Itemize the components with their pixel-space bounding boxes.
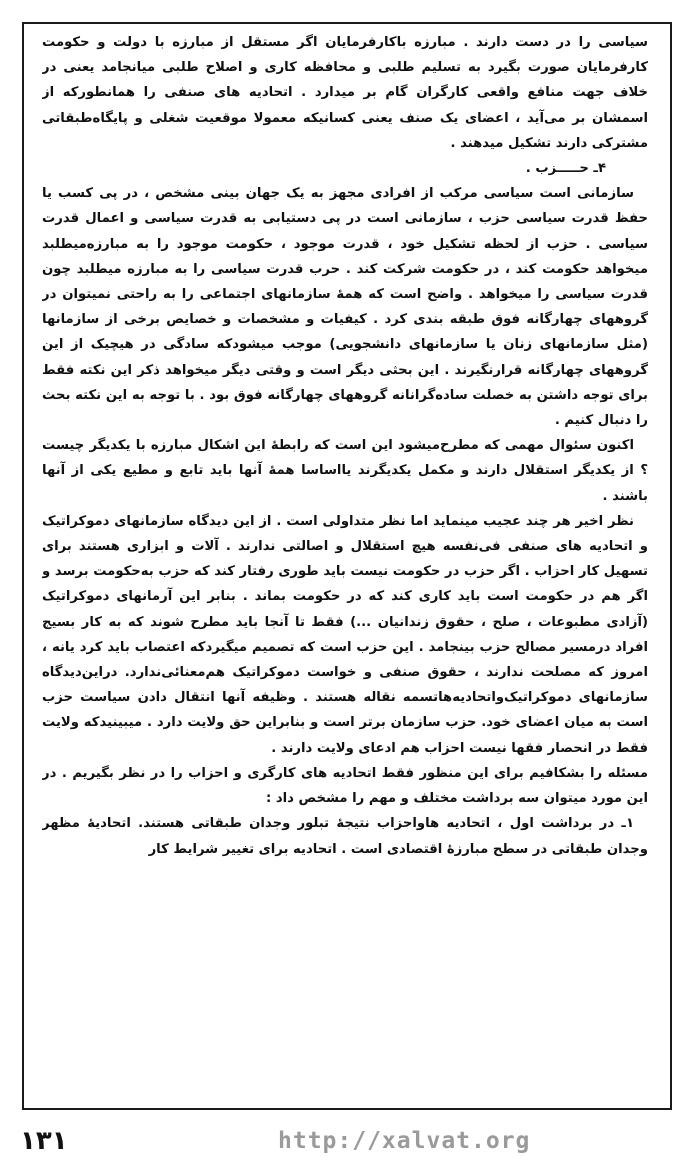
- section-heading-party: ۴ـ حـــــزب .: [525, 161, 606, 177]
- paragraph-issue: مسئله را بشکافیم برای این منظور فقط اتحادیه های کارگری و احزاب را در نظر بگیریم . در این مورد میتوان سه برداشت مختلف و مهم را مشخص داد :: [42, 765, 648, 807]
- paragraph-party-definition: سازمانی است سیاسی مرکب از افرادی مجهز به یک جهان بینی مشخص ، در پی کسب یا حفظ قدرت سیاسی حزب ، سازمانی است در پی دستیابی به قدرت سیاسی و اعمال قدرت سیاسی . حزب از لحظه تشکیل خود ، قدرت موجود ، حکومت موجود را به مبارزه‌میطلبد میخواهد حکومت کند ، در حکومت شرکت کند . حرب قدرت سیاسی را به مبارزه میطلبد چون قدرت سیاسی را میخواهد . واضح است که همهٔ سازمانهای اجتماعی را به راحتی نمیتوان در گروههای چهارگانه فوق طبقه بندی کرد . کیفیات و مشخصات و خصایص برخی از سازمانها (مثل سازمانهای زنان یا سازمانهای دانشجویی) موجب میشودکه سادگی در هیچیک از این گروههای چهارگانه قرارنگیرند . این بحثی دیگر است و وقتی دیگر میخواهد ذکر این نکته فقط برای توجه داشتن به خصلت ساده‌گرانانه گروههای چهارگانه فوق بود . با توجه به این نکته بحث را دنبال کنیم .: [42, 186, 648, 429]
- page-number: ۱۳۱: [20, 1126, 68, 1156]
- paragraph-recent-view: نظر اخیر هر چند عجیب مینماید اما نظر متداولی است . از این دیدگاه سازمانهای دموکراتیک و اتحادیه های صنفی فی‌نفسه هیچ استقلال و اصالتی ندارند . آلات و ابزاری هستند برای تسهیل کار احزاب . اگر حزب در حکومت نیست باید طوری رفتار کند که حزب به‌حکومت برسد و اگر هم در حکومت است باید کاری کند که در حکومت بماند . بنابر این آرمانهای دموکراتیک (آزادی مطبوعات ، صلح ، حقوق زندانیان ...) فقط تا آنجا باید مطرح شوند که به کار بسیج افراد درمسیر مصالح حزب بینجامد . این حزب است که تصمیم میگیردکه اعتصاب باید کرد یانه ، امروز که مصلحت ندارند ، حقوق صنفی و خواست دموکراتیک هم‌معنائی‌ندارد. دراین‌دیدگاه سازمانهای دموکراتیک‌واتحادیه‌هاتسمه نقاله هستند . وظیفه آنها انتقال دادن سیاست حزب است به میان اعضای خود. حزب سازمان برتر است و بنابراین حق ولایت دارد . میبینیدکه ولایت فقط در انحصار فقها نیست احزاب هم ادعای ولایت دارند .: [42, 513, 648, 756]
- paragraph-first-view: ۱ـ در برداشت اول ، اتحادیه هاواحزاب نتیجهٔ تبلور وجدان طبقاتی هستند. اتحادیهٔ مظهر وجدان طبقاتی در سطح مبارزهٔ اقتصادی است . اتحادیه برای تغییر شرایط کار: [42, 816, 648, 857]
- paragraph-intro: سیاسی را در دست دارند . مبارزه باکارفرمایان اگر مستقل از مبارزه با دولت و حکومت کارفرمایان صورت بگیرد به تسلیم طلبی و محافظه کاری و اصلاح طلبی میانجامد یعنی در خلاف جهت منافع واقعی کارگران گام بر میدارد . اتحادیه های صنفی را همانطورکه از اسمشان بر می‌آید ، اعضای یک صنف یعنی کسانیکه معمولا موقعیت شغلی و پایگاه‌طبقاتی مشترکی دارند تشکیل میدهند .: [42, 35, 648, 151]
- paragraph-question: اکنون سئوال مهمی که مطرح‌میشود این است که رابطهٔ این اشکال مبارزه با یکدیگر چیست ؟ از یکدیگر استقلال دارند و مکمل یکدیگرند یااساسا همهٔ آنها باید تابع و مطیع یکی از آنها باشند .: [42, 438, 648, 504]
- document-body: [42, 30, 648, 1110]
- watermark-url: http://xalvat.org: [278, 1128, 531, 1154]
